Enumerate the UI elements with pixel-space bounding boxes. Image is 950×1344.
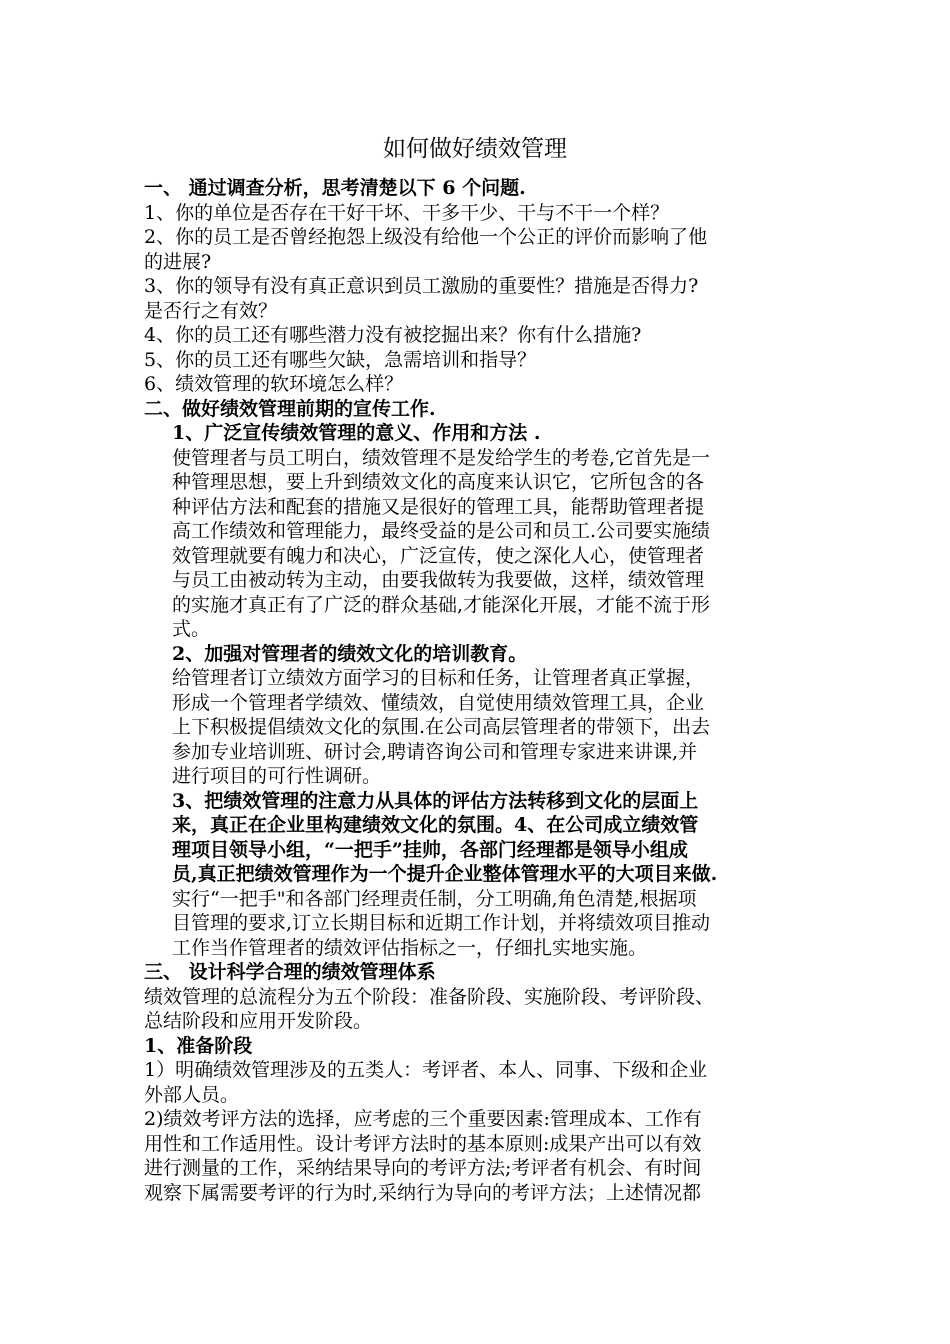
heading-line: 一、 通过调查分析，思考清楚以下 6 个问题. — [144, 177, 526, 199]
text-line: 观察下属需要考评的行为时,采纳行为导向的考评方法；上述情况都 — [144, 1181, 702, 1204]
text-line: 种管理思想，要上升到绩效文化的高度来认识它，它所包含的各 — [172, 471, 705, 493]
text-line: 5、你的员工还有哪些欠缺，急需培训和指导？ — [144, 348, 537, 371]
text-line: 目管理的要求,订立长期目标和近期工作计划，并将绩效项目推动 — [172, 912, 711, 934]
text-line: 进行项目的可行性调研。 — [172, 765, 382, 787]
text-line: 高工作绩效和管理能力，最终受益的是公司和员工.公司要实施绩 — [172, 520, 711, 542]
heading-line: 员,真正把绩效管理作为一个提升企业整体管理水平的大项目来做. — [172, 863, 718, 885]
text-line: 2、你的员工是否曾经抱怨上级没有给他一个公正的评价而影响了他 — [144, 226, 708, 248]
text-line: 实行“一把手"和各部门经理责任制，分工明确,角色清楚,根据项 — [172, 887, 697, 910]
document-body — [144, 176, 814, 1205]
text-line: 是否行之有效？ — [144, 299, 278, 322]
text-line: 给管理者订立绩效方面学习的目标和任务，让管理者真正掌握， — [172, 667, 705, 689]
text-line: 与员工由被动转为主动，由要我做转为我要做，这样，绩效管理 — [172, 569, 705, 591]
heading-line: 二、做好绩效管理前期的宣传工作. — [144, 397, 436, 420]
heading-line: 三、 设计科学合理的绩效管理体系 — [144, 961, 436, 983]
heading-line: 理项目领导小组，“一把手”挂帅，各部门经理都是领导小组成 — [172, 838, 688, 861]
text-line: 用性和工作适用性。设计考评方法时的基本原则:成果产出可以有效 — [144, 1132, 702, 1155]
text-line: 工作当作管理者的绩效评估指标之一，仔细扎实地实施。 — [172, 936, 648, 959]
text-line: 上下积极提倡绩效文化的氛围.在公司高层管理者的带领下，出去 — [172, 716, 711, 738]
heading-line: 2、加强对管理者的绩效文化的培训教育。 — [172, 642, 528, 665]
heading-line: 1、广泛宣传绩效管理的意义、作用和方法 . — [172, 422, 541, 444]
text-line: 绩效管理的总流程分为五个阶段：准备阶段、实施阶段、考评阶段、 — [144, 985, 715, 1008]
text-line: 参加专业培训班、研讨会,聘请咨询公司和管理专家进来讲课,并 — [172, 740, 698, 763]
text-line: 2)绩效考评方法的选择，应考虑的三个重要因素:管理成本、工作有 — [144, 1108, 702, 1130]
text-line: 3、你的领导有没有真正意识到员工激励的重要性？措施是否得力? — [144, 275, 699, 297]
heading-line: 1、准备阶段 — [144, 1034, 253, 1057]
text-line: 的进展? — [144, 250, 212, 273]
text-line: 式。 — [172, 618, 211, 640]
text-line: 外部人员。 — [144, 1083, 240, 1106]
text-line: 4、你的员工还有哪些潜力没有被挖掘出来？你有什么措施? — [144, 324, 642, 346]
text-line: 6、绩效管理的软环境怎么样？ — [144, 373, 404, 395]
text-line: 1）明确绩效管理涉及的五类人：考评者、本人、同事、下级和企业 — [144, 1059, 708, 1081]
text-line: 总结阶段和应用开发阶段。 — [144, 1010, 373, 1032]
heading-line: 来，真正在企业里构建绩效文化的氛围。4、在公司成立绩效管 — [172, 814, 699, 836]
text-line: 1、你的单位是否存在干好干坏、干多干少、干与不干一个样？ — [144, 201, 670, 224]
text-line: 使管理者与员工明白，绩效管理不是发给学生的考卷,它首先是一 — [172, 446, 711, 469]
text-line: 形成一个管理者学绩效、懂绩效，自觉使用绩效管理工具，企业 — [172, 691, 705, 714]
text-line: 的实施才真正有了广泛的群众基础,才能深化开展，才能不流于形 — [172, 593, 711, 616]
document-title: 如何做好绩效管理 — [383, 136, 567, 162]
text-line: 进行测量的工作，采纳结果导向的考评方法;考评者有机会、有时间 — [144, 1157, 702, 1179]
text-line: 种评估方法和配套的措施又是很好的管理工具，能帮助管理者提 — [172, 495, 705, 518]
heading-line: 3、把绩效管理的注意力从具体的评估方法转移到文化的层面上 — [172, 789, 699, 812]
text-line: 效管理就要有魄力和决心，广泛宣传，使之深化人心，使管理者 — [172, 544, 705, 567]
